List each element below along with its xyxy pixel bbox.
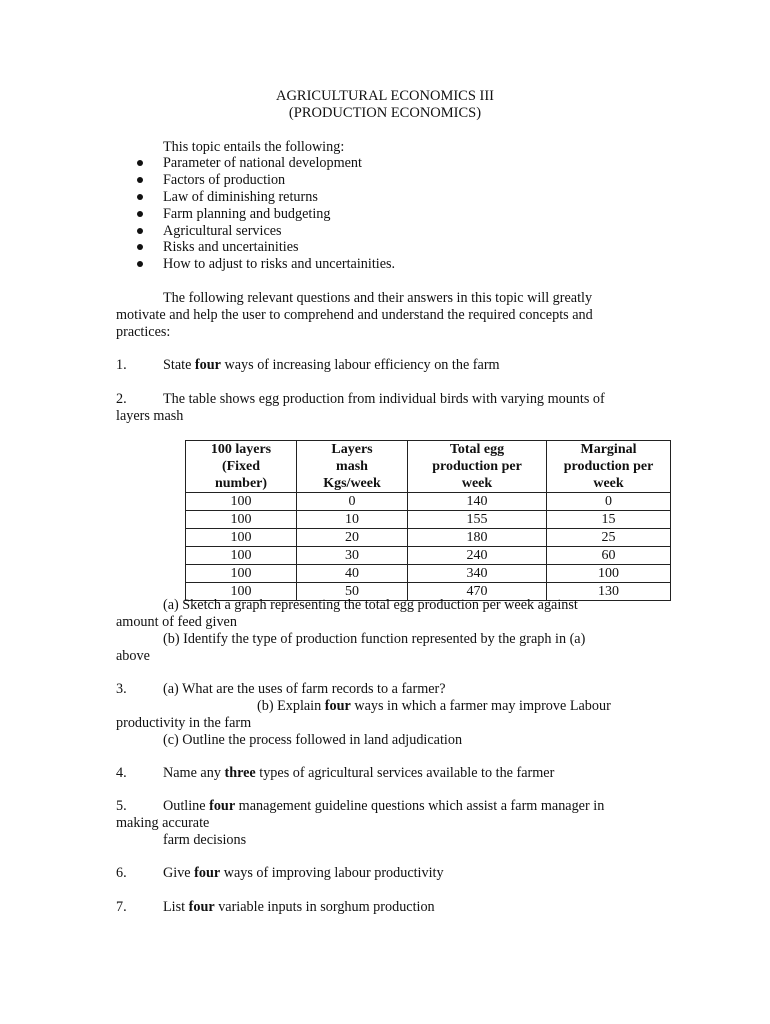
page-title: AGRICULTURAL ECONOMICS III	[275, 88, 495, 104]
column-header: Total egg production per week	[408, 441, 547, 493]
question-number: 3.	[116, 681, 127, 697]
table-row: 100 0 140 0	[186, 493, 671, 511]
table-row: 100 30 240 60	[186, 547, 671, 565]
bullet-icon	[137, 261, 143, 267]
table-row: 100 10 155 15	[186, 511, 671, 529]
question-number: 5.	[116, 798, 127, 814]
bullet-icon	[137, 244, 143, 250]
page-subtitle: (PRODUCTION ECONOMICS)	[288, 105, 482, 121]
bullet-icon	[137, 160, 143, 166]
question-text: The table shows egg production from individual birds with varying mounts of	[163, 391, 605, 407]
bullet-icon	[137, 194, 143, 200]
question-number: 1.	[116, 357, 127, 373]
question-text: State four ways of increasing labour efficiency on the farm	[163, 357, 500, 373]
column-header: Marginal production per week	[547, 441, 671, 493]
question-number: 2.	[116, 391, 127, 407]
table-row: 100 40 340 100	[186, 565, 671, 583]
question-number: 6.	[116, 865, 127, 881]
question-number: 7.	[116, 899, 127, 915]
intro-text: This topic entails the following:	[163, 139, 345, 155]
bullet-icon	[137, 211, 143, 217]
question-number: 4.	[116, 765, 127, 781]
column-header: 100 layers (Fixed number)	[186, 441, 297, 493]
egg-production-table	[185, 440, 671, 601]
table-row: 100 50 470 130	[186, 583, 671, 601]
bullet-icon	[137, 228, 143, 234]
table-header-row	[186, 441, 671, 493]
column-header: Layers mash Kgs/week	[297, 441, 408, 493]
table-row: 100 20 180 25	[186, 529, 671, 547]
bullet-icon	[137, 177, 143, 183]
